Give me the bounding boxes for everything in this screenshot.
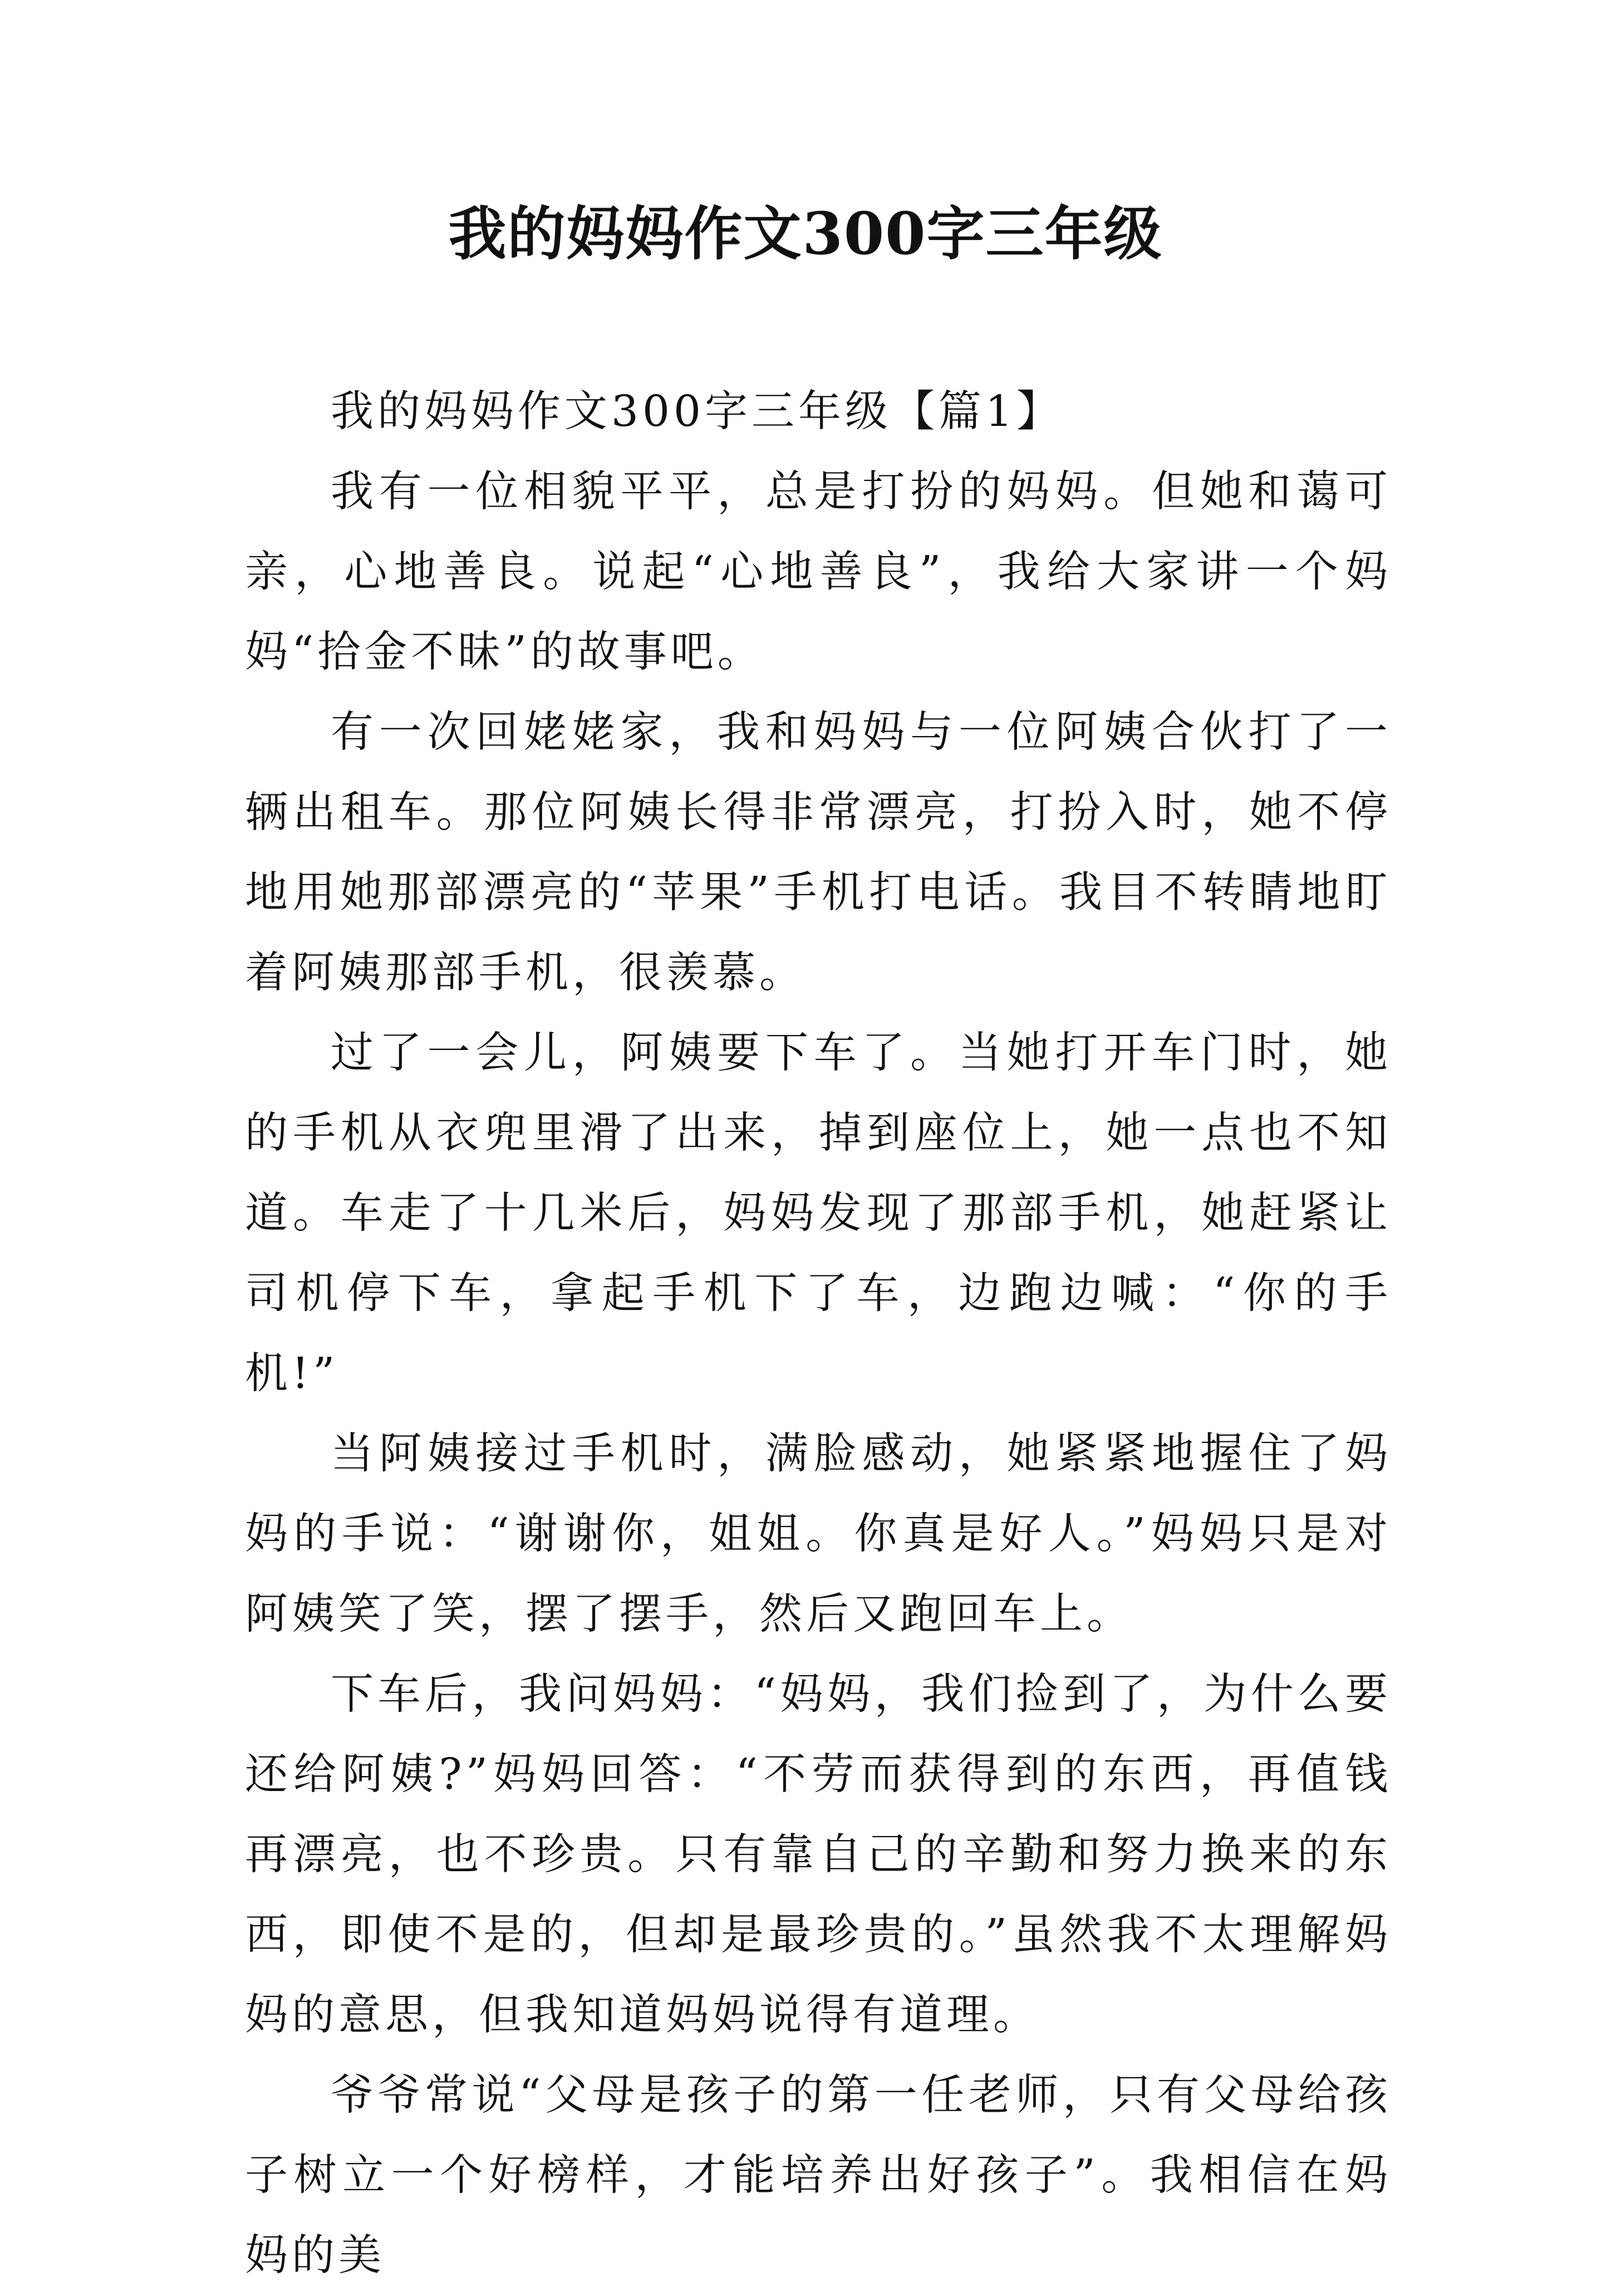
paragraph-1: 我有一位相貌平平，总是打扮的妈妈。但她和蔼可亲，心地善良。说起“心地善良”，我给大家讲一个妈妈“拾金不昧”的故事吧。 bbox=[245, 467, 1392, 677]
paragraph-6: 爷爷常说“父母是孩子的第一任老师，只有父母给孩子树立一个好榜样，才能培养出好孩子”。我相信在妈妈的美 bbox=[245, 2071, 1392, 2280]
section-heading: 我的妈妈作文300字三年级【篇1】 bbox=[331, 387, 1063, 436]
paragraph-2: 有一次回姥姥家，我和妈妈与一位阿姨合伙打了一辆出租车。那位阿姨长得非常漂亮，打扮入时，她不停地用她那部漂亮的“苹果”手机打电话。我目不转睛地盯着阿姨那部手机，很羡慕。 bbox=[245, 708, 1392, 998]
document-title: 我的妈妈作文300字三年级 bbox=[448, 199, 1163, 268]
paragraph-3: 过了一会儿，阿姨要下车了。当她打开车门时，她的手机从衣兜里滑了出来，掉到座位上，她一点也不知道。车走了十几米后，妈妈发现了那部手机，她赶紧让司机停下车，拿起手机下了车，边跑边喊：“你的手机!” bbox=[245, 1028, 1392, 1399]
paragraph-5: 下车后，我问妈妈：“妈妈，我们捡到了，为什么要还给阿姨?”妈妈回答：“不劳而获得到的东西，再值钱再漂亮，也不珍贵。只有靠自己的辛勤和努力换来的东西，即使不是的，但却是最珍贵的。”虽然我不太理解妈妈的意思，但我知道妈妈说得有道理。 bbox=[245, 1670, 1392, 2040]
paragraph-4: 当阿姨接过手机时，满脸感动，她紧紧地握住了妈妈的手说：“谢谢你，姐姐。你真是好人。”妈妈只是对阿姨笑了笑，摆了摆手，然后又跑回车上。 bbox=[245, 1429, 1392, 1639]
document-body bbox=[245, 372, 1392, 2296]
